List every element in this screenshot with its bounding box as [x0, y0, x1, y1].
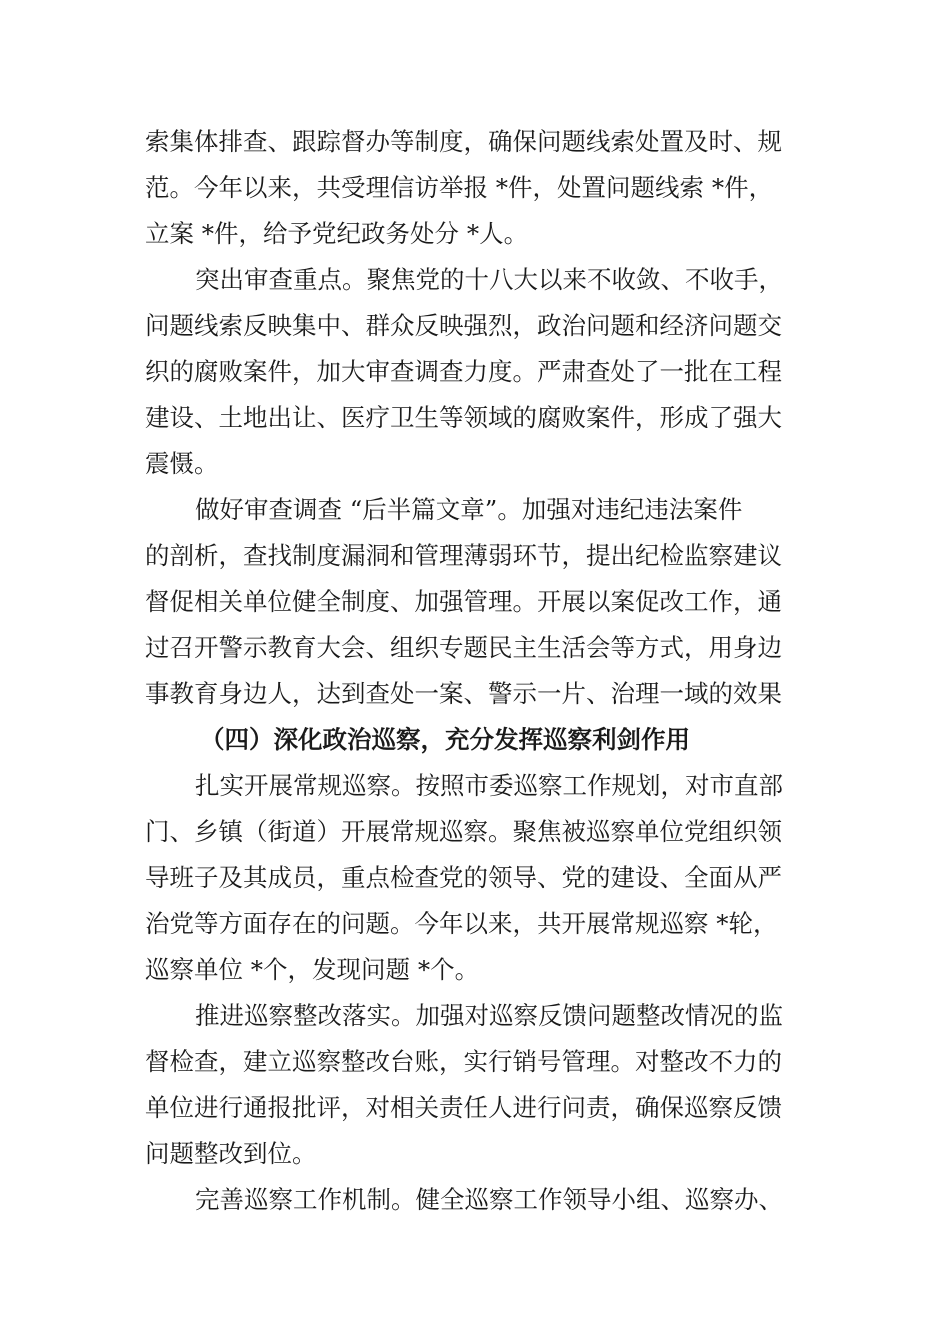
text-line: 问题整改到位。 [145, 1139, 317, 1168]
text-line: 立案 *件，给予党纪政务处分 *人。 [145, 219, 529, 248]
text-line: 织的腐败案件，加大审查调查力度。严肃查处了一批在工程 [145, 357, 782, 386]
paragraph-start-line: 完善巡察工作机制。健全巡察工作领导小组、巡察办、 [195, 1185, 783, 1214]
text-line: 巡察单位 *个，发现问题 *个。 [145, 955, 480, 984]
text-line: 震慑。 [145, 449, 219, 478]
text-line: 索集体排查、跟踪督办等制度，确保问题线索处置及时、规 [145, 127, 782, 156]
text-line: 过召开警示教育大会、组织专题民主生活会等方式，用身边 [145, 633, 782, 662]
text-line: 督检查，建立巡察整改台账，实行销号管理。对整改不力的 [145, 1047, 782, 1076]
text-line: 范。今年以来，共受理信访举报 *件，处置问题线索 *件， [145, 173, 774, 202]
text-line: 导班子及其成员，重点检查党的领导、党的建设、全面从严 [145, 863, 782, 892]
text-line: 事教育身边人，达到查处一案、警示一片、治理一域的效果 [145, 679, 782, 708]
text-line: 问题线索反映集中、群众反映强烈，政治问题和经济问题交 [145, 311, 782, 340]
text-line: 督促相关单位健全制度、加强管理。开展以案促改工作，通 [145, 587, 782, 616]
paragraph-start-line: 突出审查重点。聚焦党的十八大以来不收敛、不收手， [195, 265, 783, 294]
paragraph-start-line: 推进巡察整改落实。加强对巡察反馈问题整改情况的监 [195, 1001, 783, 1030]
text-line: 门、乡镇（街道）开展常规巡察。聚焦被巡察单位党组织领 [145, 817, 782, 846]
text-line: 建设、土地出让、医疗卫生等领域的腐败案件，形成了强大 [145, 403, 782, 432]
paragraph-start-line: 扎实开展常规巡察。按照市委巡察工作规划，对市直部 [195, 771, 783, 800]
text-line: 的剖析，查找制度漏洞和管理薄弱环节，提出纪检监察建议 [145, 541, 782, 570]
text-line: 治党等方面存在的问题。今年以来，共开展常规巡察 *轮， [145, 909, 778, 938]
text-line: 单位进行通报批评，对相关责任人进行问责，确保巡察反馈 [145, 1093, 782, 1122]
paragraph-start-line: 做好审查调查 “后半篇文章”。加强对违纪违法案件 [195, 495, 743, 524]
section-heading: （四）深化政治巡察，充分发挥巡察利剑作用 [200, 725, 690, 754]
